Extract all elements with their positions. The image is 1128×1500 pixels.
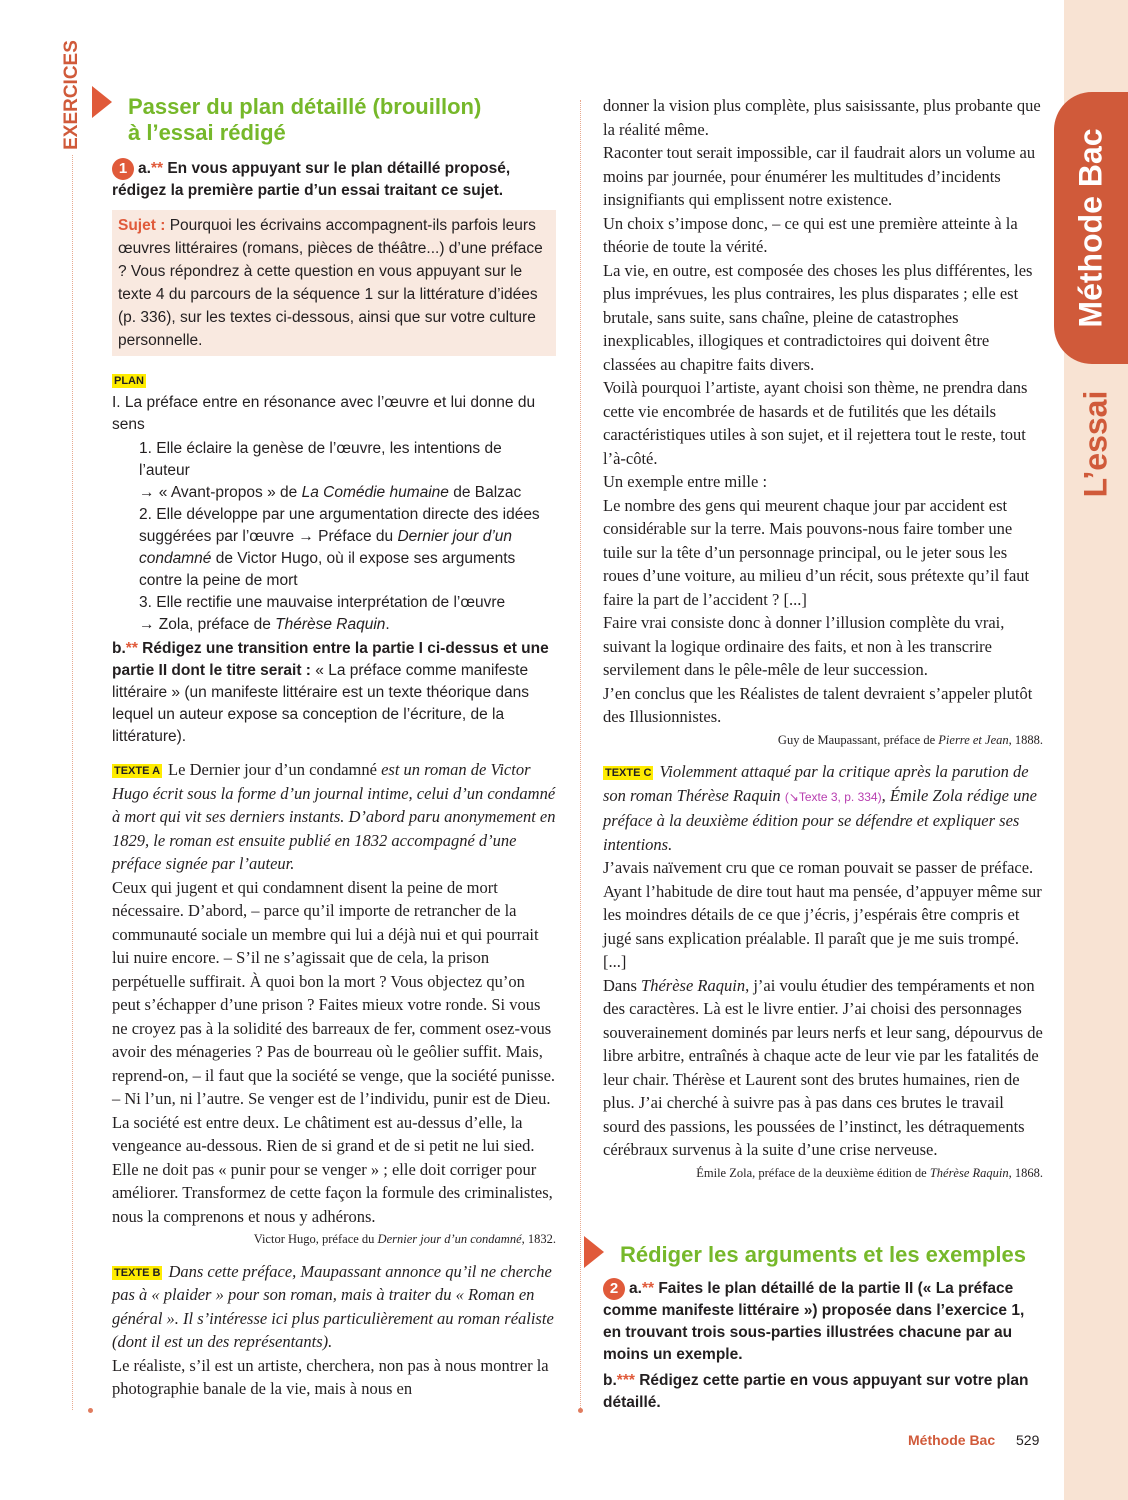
texte-b: TEXTE B Dans cette préface, Maupassant annonce qu’il ne cherche pas à « plaider » pour son roman, mais à traiter du « Roman en général ». Il s’intéresse ici plus particulièrement au roman réaliste (dont il est un des représentants). Le réaliste, s’il est un artiste, cherchera, non pas à nous montrer la photographie banale de la vie, mais à nous en: [112, 1261, 554, 1398]
tab-methode-bac-label: Méthode Bac: [1072, 128, 1109, 328]
tab-essai-label: L’essai: [1077, 390, 1114, 498]
texte-a-tag: TEXTE A: [114, 765, 161, 777]
footer-label: Méthode Bac: [908, 1432, 996, 1448]
texte-c: TEXTE C Violemment attaqué par la critique après la parution de son roman Thérèse Raquin (↘Texte 3, p. 334), Émile Zola rédige une préface à la deuxième édition pour se défendre et expliquer ses intentions. J’avais naïvement cru que ce roman pouvait se passer de préface. Ayant l’habitude de dire tout haut ma pensée, d’appuyer même sur les moindres détails de ce que j’écris, j’espérais être compris et jugé sans explication préalable. Il paraît que je me suis trompé. [...] Dans Thérèse Raquin, j’ai voulu étudier des tempéraments et non des caractères. Là est le livre entier. J’ai choisi des personnages souverainement dominés par leurs nerfs et leur sang, dépourvus de libre arbitre, entraînés à chaque acte de leur vie par les fatalités de leur chair. Thérèse et Laurent sont des brutes humaines, rien de plus. J’ai cherché à suivre pas à pas dans ces brutes le travail sourd des passions, les poussées de l’instinct, les détraquements cérébraux survenus à la suite d’une crise nerveuse. Émile Zola, préface de la deuxième édition de Thérèse Raquin, 1868.: [603, 762, 1043, 1180]
texte-a: TEXTE A Le Dernier jour d’un condamné est un roman de Victor Hugo écrit sous la forme d’un journal intime, celui d’un condamné à mort qui vit ses derniers instants. D’abord paru anonymement en 1829, le roman est ensuite publié en 1832 accompagné d’une préface signée par l’auteur. Ceux qui jugent et qui condamnent disent la peine de mort nécessaire. D’abord, – parce qu’il importe de retrancher de la communauté sociale un membre qui lui a déjà nui et qui pourrait lui nuire encore. – S’il ne s’agissait que de cela, la prison perpétuelle suffirait. À quoi bon la mort ? Vous objectez qu’on peut s’échapper d’une prison ? Faites mieux votre ronde. Si vous ne croyez pas à la solidité des barreaux de fer, comment osez-vous avoir des ménageries ? Pas de bourreau où le geôlier suffit. Mais, reprend-on, – il faut que la société se venge, que la société punisse. – Ni l’un, ni l’autre. Se venger est de l’individu, punir est de Dieu. La société est entre deux. Le châtiment est au-dessus d’elle, la vengeance au-dessous. Rien de si grand et de si petit ne lui sied. Elle ne doit pas « punir pour se venger » ; elle doit corriger pour améliorer. Transformez de cette façon la formule des criminalistes, nous la comprenons et nous y adhérons. Victor Hugo, préface du Dernier jour d’un condamné, 1832.: [112, 760, 556, 1246]
plan-block: PLAN I. La préface entre en résonance avec l’œuvre et lui donne du sens 1. Elle éclaire la genèse de l’œuvre, les intentions de l’auteur → « Avant-propos » de La Comédie humaine de Balzac 2. Elle développe par une argumentation directe des idées suggérées par l’œuvre → Préface du Dernier jour d’un condamné de Victor Hugo, où il expose ses arguments contre la peine de mort 3. Elle rectifie une mauvaise interprétation de l’œuvre → Zola, préface de Thérèse Raquin.: [112, 375, 540, 633]
tab-essai: [1064, 384, 1128, 504]
section2-title: Rédiger les arguments et les exemples: [620, 1242, 1026, 1267]
ex1-b: b.** Rédigez une transition entre la partie I ci-dessus et une partie II dont le titre serait : « La préface comme manifeste littéraire » (un manifeste littéraire est un texte théorique dans lequel un auteur expose sa conception de l’écriture, de la littérature).: [112, 640, 549, 745]
center-dot: [578, 1408, 583, 1413]
texte-b-tag: TEXTE B: [114, 1266, 161, 1279]
left-dot: [88, 1408, 93, 1413]
ex1-a: 1 a.** En vous appuyant sur le plan détaillé proposé, rédigez la première partie d’un essai traitant ce sujet.: [112, 160, 511, 199]
ex2-a: 2 a.** Faites le plan détaillé de la partie II (« La préface comme manifeste littéraire ») proposée dans l’exercice 1, en trouvant trois sous-parties illustrées chacune par au moins un exemple.: [603, 1280, 1025, 1363]
ex2-block: [603, 1278, 1043, 1414]
ex1-number-badge: 1: [112, 158, 134, 180]
section2-arrow-icon: [584, 1236, 604, 1268]
right-column: donner la vision plus complète, plus saisissante, plus probante que la réalité même. Raconter tout serait impossible, car il faudrait alors un volume au moins par journée, pour énumérer les multitudes d’incidents insignifiants qui emplissent notre existence. Un choix s’impose donc, – ce qui est une première atteinte à la théorie de toute la vérité. La vie, en outre, est composée des choses les plus différentes, les plus imprévues, les plus contraires, les plus disparates ; elle est brutale, sans suite, sans chaîne, pleine de catastrophes inexplicables, illogiques et contradictoires qui doivent être classées au chapitre faits divers. Voilà pourquoi l’artiste, ayant choisi son thème, ne prendra dans cette vie encombrée de hasards et de futilités que les détails caractéristiques utiles à son sujet, et il rejettera tout le reste, tout l’à-côté. Un exemple entre mille : Le nombre des gens qui meurent chaque jour par accident est considérable sur la terre. Mais pouvons-nous faire tomber une tuile sur la tête d’un personnage principal, ou le jeter sous les roues d’une voiture, au milieu d’un récit, sous prétexte qu’il faut faire la part de l’accident ? [...] Faire vrai consiste donc à donner l’illusion complète du vrai, suivant la logique ordinaire des faits, et non à les transcrire servilement dans le pêle-mêle de leur succession. J’en conclus que les Réalistes de talent devraient s’appeler plutôt des Illusionnistes. Guy de Maupassant, préface de Pierre et Jean, 1888. TEXTE C Violemment attaqué par la critique après la parution de son roman Thérèse Raquin (↘Texte 3, p. 334), Émile Zola rédige une préface à la deuxième édition pour se défendre et expliquer ses intentions. J’avais naïvement cru que ce roman pouvait se passer de préface. Ayant l’habitude de dire tout haut ma pensée, d’appuyer même sur les moindres détails de ce que j’écris, j’espérais être compris et jugé sans explication préalable. Il paraît que je me suis trompé. [...] Dans Thérèse Raquin, j’ai voulu étudier des tempéraments et non des caractères. Là est le livre entier. J’ai choisi des personnages souverainement dominés par leurs nerfs et leur sang, dépourvus de libre arbitre, entraînés à chaque acte de leur vie par les fatalités de leur chair. Thérèse et Laurent sont des brutes humaines, rien de plus. J’ai cherché à suivre pas à pas dans ces brutes le travail sourd des passions, les poussées de l’instinct, les détraquements cérébraux survenus à la suite d’une crise nerveuse. Émile Zola, préface de la deuxième édition de Thérèse Raquin, 1868.: [603, 94, 1043, 1185]
left-column: [112, 158, 556, 1401]
texte-3-link[interactable]: (↘Texte 3, p. 334): [784, 789, 882, 804]
exercices-label: EXERCICES: [61, 40, 82, 150]
ex2-number-badge: 2: [603, 1278, 625, 1300]
difficulty-stars: **: [150, 160, 164, 177]
center-dotted-line: [580, 100, 581, 1410]
sujet-box: Sujet : Pourquoi les écrivains accompagnent-ils parfois leurs œuvres littéraires (romans, pièces de théâtre...) d’une préface ? Vous répondrez à cette question en vous appuyant sur le texte 4 du parcours de la séquence 1 sur la littérature d’idées (p. 336), sur les textes ci-dessous, ainsi que sur votre culture personnelle.: [112, 210, 556, 356]
tab-methode-bac: [1054, 92, 1128, 364]
texte-c-tag: TEXTE C: [605, 767, 652, 779]
plan-tag: PLAN: [114, 375, 144, 387]
ex2-b: b.*** Rédigez cette partie en vous appuyant sur votre plan détaillé.: [603, 1372, 1029, 1411]
left-dotted-line: [72, 155, 73, 1410]
section-arrow-icon: [92, 86, 112, 118]
section1-title: Passer du plan détaillé (brouillon) à l’essai rédigé: [128, 94, 482, 145]
page-number: 529: [1016, 1432, 1040, 1448]
